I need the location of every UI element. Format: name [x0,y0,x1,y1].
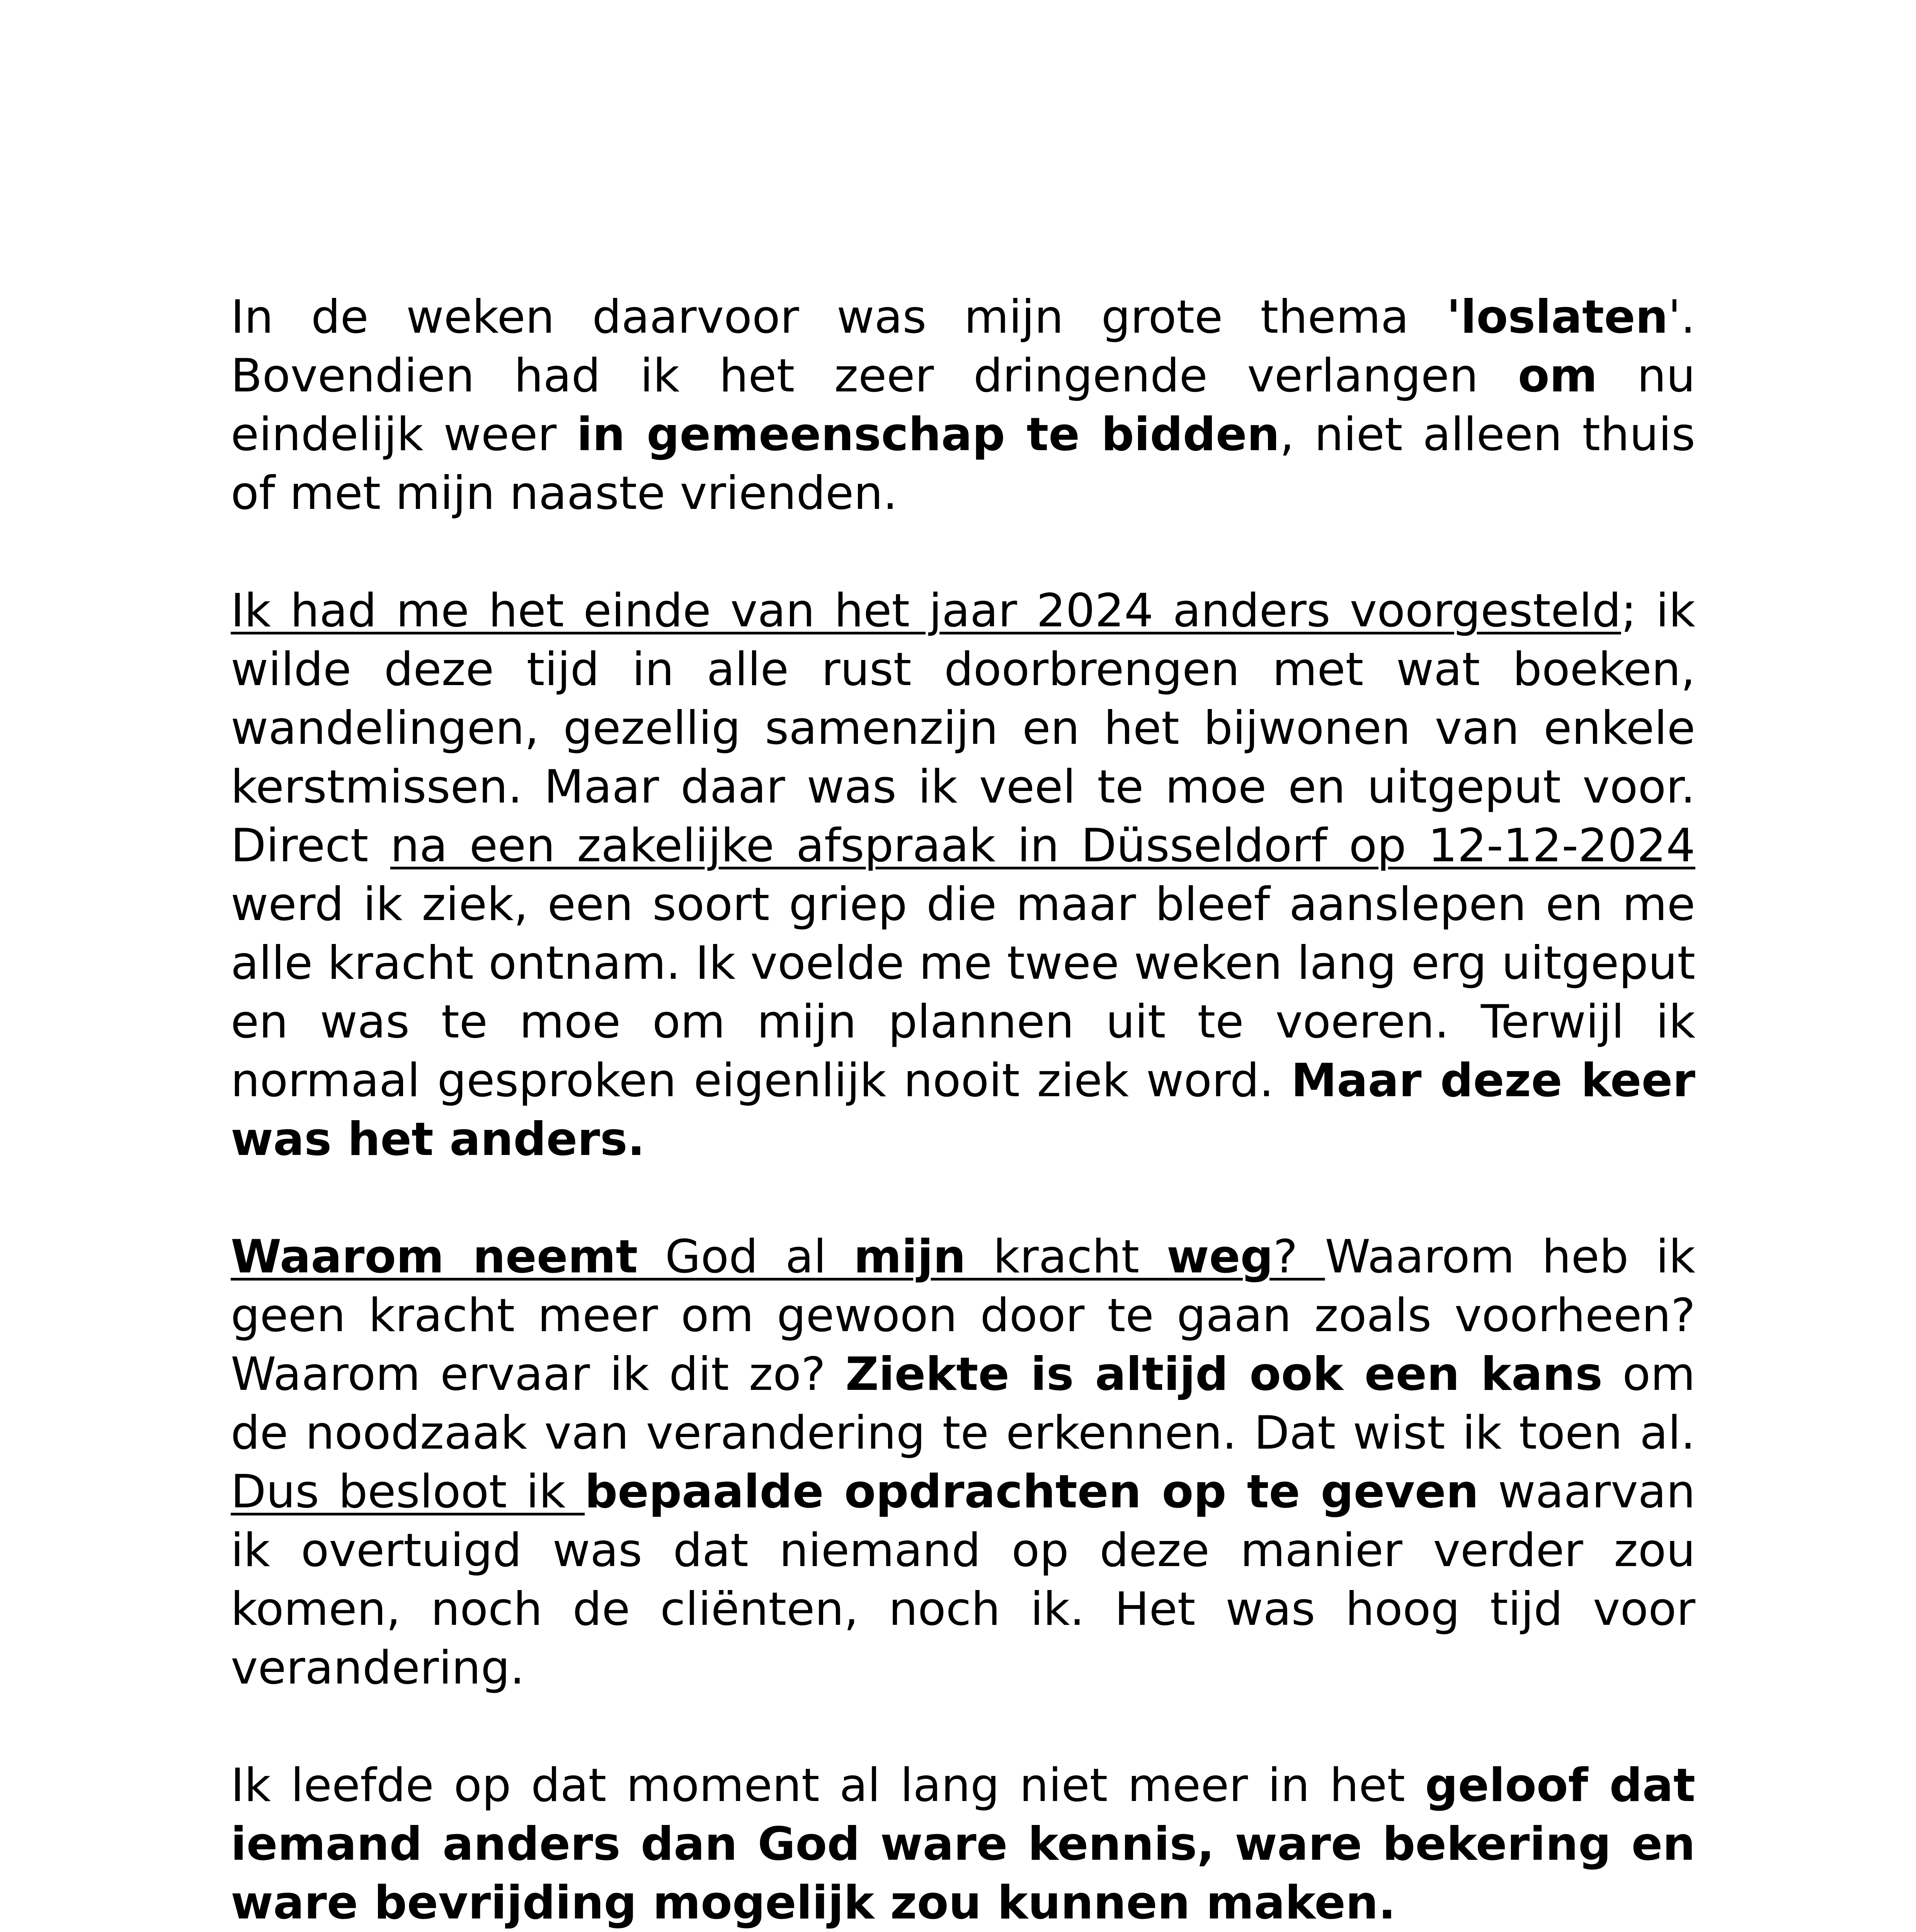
text-run: Ziekte is altijd ook een kans [845,1348,1603,1401]
text-run: ; ik wilde deze tijd in alle rust doorbrengen met wat boeken, wandelingen, gezellig samenzijn en het bijwonen van enkele kerstmissen. Maar daar was ik veel te moe en uitgeput voor. Direct [231,584,1695,872]
text-run: Waarom neemt [231,1230,638,1284]
text-run: waarvan ik overtuigd was dat niemand op deze manier verder zou komen, noch de cliënten, noch ik. Het was hoog tijd voor verandering. [231,1465,1695,1695]
text-run: kracht [966,1230,1167,1284]
text-run: mijn [853,1230,966,1284]
text-run: 'loslaten [1446,291,1668,344]
text-run: om [1518,349,1598,403]
text-run: ? [1273,1230,1325,1284]
paragraph-1 [231,288,1695,523]
text-run: In de weken daarvoor was mijn grote thema [231,291,1447,344]
text-run: weg [1166,1230,1273,1284]
text-run: Maar deze keer was het anders. [231,1054,1695,1166]
text-run: in gemeenschap te bidden [577,408,1280,461]
text-run: nu eindelijk weer [231,349,1695,461]
text-run: '. Bovendien had ik het zeer dringende verlangen [231,291,1695,403]
text-run: Ik had me het einde van het jaar 2024 anders voorgesteld [231,584,1621,638]
text-run: , niet alleen thuis of met mijn naaste vrienden. [231,408,1695,520]
text-run: God al [638,1230,854,1284]
text-run: Ik leefde op dat moment al lang niet meer in het [231,1759,1425,1812]
text-run: geloof dat iemand anders dan God ware kennis, ware bekering en ware bevrijding mogelijk zou kunnen maken. [231,1759,1695,1930]
text-run: na een zakelijke afspraak in Düsseldorf op 12-12-2024 [390,819,1695,872]
paragraph-4 [231,1756,1695,1932]
text-run: Dus besloot ik [231,1465,585,1519]
text-run: om de noodzaak van verandering te erkennen. Dat wist ik toen al. [231,1348,1695,1460]
text-run: Waarom heb ik geen kracht meer om gewoon door te gaan zoals voorheen? Waarom ervaar ik dit zo? [231,1230,1695,1401]
paragraph-3 [231,1228,1695,1697]
paragraph-2 [231,582,1695,1169]
text-run: werd ik ziek, een soort griep die maar bleef aanslepen en me alle kracht ontnam. Ik voelde me twee weken lang erg uitgeput en was te moe om mijn plannen uit te voeren. Terwijl ik normaal gesproken eigenlijk nooit ziek word. [231,878,1695,1107]
body-text [231,288,1695,1932]
text-run: bepaalde opdrachten op te geven [585,1465,1479,1519]
